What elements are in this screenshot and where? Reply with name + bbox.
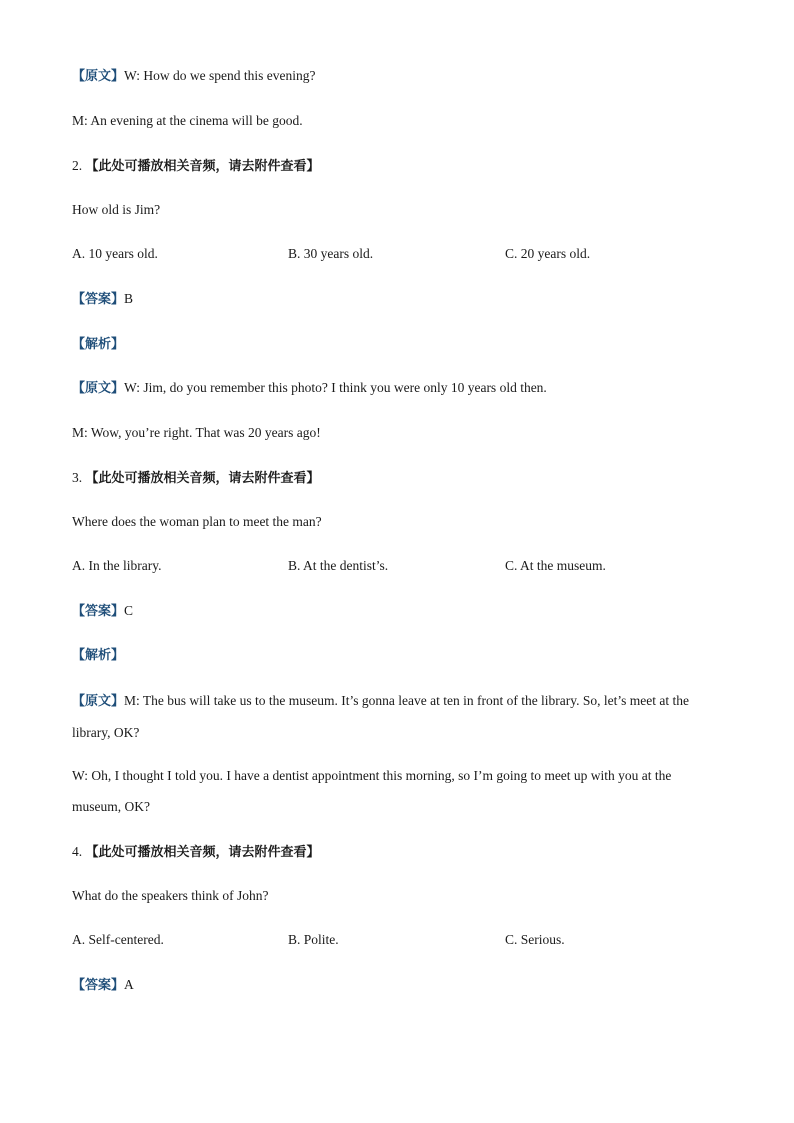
- question-number: 3.: [72, 470, 83, 485]
- q2-option-b: B. 30 years old.: [288, 246, 374, 261]
- transcript-tag: 【原文】: [72, 381, 125, 396]
- q4-answer: [72, 976, 134, 995]
- q3-answer: [72, 602, 133, 621]
- answer-tag: 【答案】: [72, 978, 125, 993]
- question-number: 4.: [72, 844, 83, 859]
- q2-question: How old is Jim?: [72, 202, 161, 217]
- answer-value: C: [124, 603, 134, 618]
- audio-note: 【此处可播放相关音频，请去附件查看】: [85, 471, 320, 486]
- q4-option-c: C. Serious.: [505, 932, 565, 947]
- q2-analysis: [72, 335, 124, 354]
- q3-transcript-line2: W: Oh, I thought I told you. I have a dentist appointment this morning, so I’m going to meet up with you at the museum, OK?: [72, 768, 672, 814]
- analysis-tag: 【解析】: [72, 337, 125, 352]
- q2-option-c: C. 20 years old.: [505, 246, 591, 261]
- answer-tag: 【答案】: [72, 604, 125, 619]
- audio-note: 【此处可播放相关音频，请去附件查看】: [85, 159, 320, 174]
- q2-transcript-line1: [72, 379, 547, 398]
- analysis-tag: 【解析】: [72, 648, 125, 663]
- q1-transcript-line1: [72, 67, 315, 86]
- q3-option-c: C. At the museum.: [505, 558, 606, 573]
- q3-option-a: A. In the library.: [72, 558, 162, 573]
- q3-header: [72, 469, 320, 488]
- q2-answer: [72, 290, 133, 309]
- q3-analysis: [72, 646, 124, 665]
- q4-option-a: A. Self-centered.: [72, 932, 164, 947]
- q3-option-b: B. At the dentist’s.: [288, 558, 389, 573]
- transcript-text: M: The bus will take us to the museum. It’s gonna leave at ten in front of the library. So, let’s meet at the library, OK?: [72, 693, 690, 740]
- q2-transcript-line2: M: Wow, you’re right. That was 20 years ago!: [72, 425, 321, 440]
- audio-note: 【此处可播放相关音频，请去附件查看】: [85, 845, 320, 860]
- answer-tag: 【答案】: [72, 292, 125, 307]
- transcript-text: W: Jim, do you remember this photo? I think you were only 10 years old then.: [124, 380, 547, 395]
- answer-value: A: [124, 977, 134, 992]
- transcript-tag: 【原文】: [72, 69, 125, 84]
- question-number: 2.: [72, 158, 83, 173]
- transcript-tag: 【原文】: [72, 694, 125, 709]
- q1-transcript-line2: M: An evening at the cinema will be good.: [72, 113, 303, 128]
- q4-header: [72, 843, 320, 862]
- answer-value: B: [124, 291, 134, 306]
- q2-header: [72, 157, 320, 176]
- q3-question: Where does the woman plan to meet the man?: [72, 514, 322, 529]
- q4-question: What do the speakers think of John?: [72, 888, 269, 903]
- transcript-text: W: How do we spend this evening?: [124, 68, 316, 83]
- q2-option-a: A. 10 years old.: [72, 246, 158, 261]
- q3-transcript-line1: [72, 685, 722, 748]
- q4-option-b: B. Polite.: [288, 932, 339, 947]
